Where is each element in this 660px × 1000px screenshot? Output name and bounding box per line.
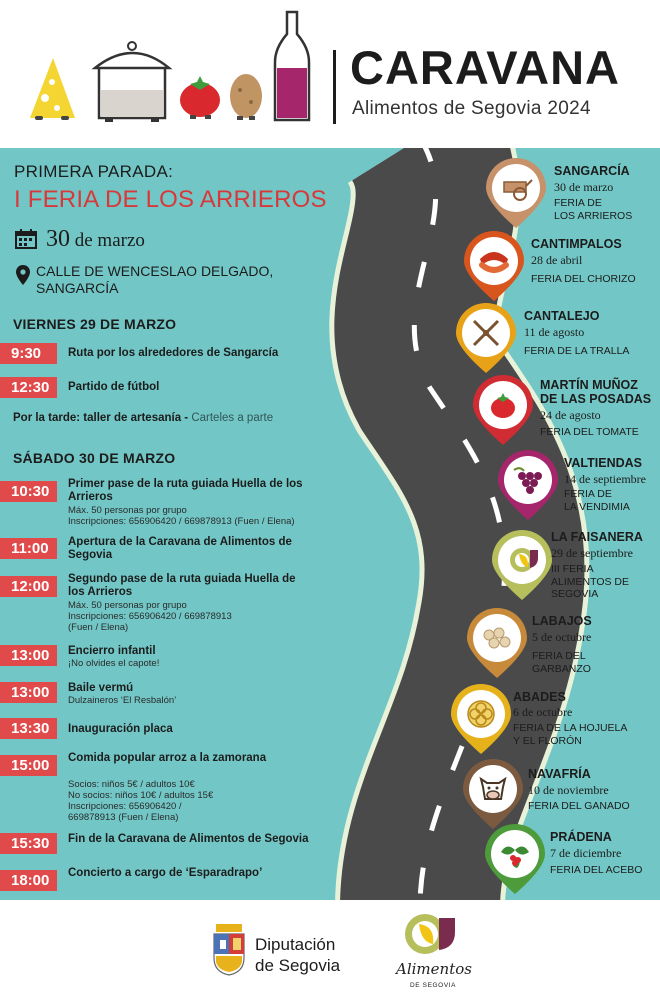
event-note: Dulzaineros ‘El Resbalón’ xyxy=(68,695,177,706)
stop-fair: FERIA DEL GANADO xyxy=(528,800,630,812)
tomato-icon xyxy=(180,76,220,119)
stop-pin xyxy=(465,606,529,680)
event-note: Máx. 50 personas por grupo Inscripciones: 656906420 / 669878913 (Fuen / Elena) xyxy=(68,600,232,633)
event-address: CALLE DE WENCESLAO DELGADO, SANGARCÍA xyxy=(36,263,274,296)
afternoon-note xyxy=(13,412,273,424)
wine-bottle-icon xyxy=(275,12,309,120)
cheese-icon xyxy=(30,58,75,120)
time-badge: 15:00 xyxy=(0,755,57,776)
stop-pin xyxy=(461,757,525,831)
header-food-illustrations xyxy=(25,10,325,130)
footer xyxy=(0,900,660,1000)
event-date-month: de marzo xyxy=(74,230,145,251)
time-badge: 13:00 xyxy=(0,682,57,703)
time-badge: 13:00 xyxy=(0,645,57,666)
event-title: Segundo pase de la ruta guiada Huella de los Arrieros xyxy=(68,573,296,598)
stop-pin xyxy=(454,301,518,375)
stop-name: PRÁDENA xyxy=(550,830,612,844)
stop-fair: FERIA DE LA VENDIMIA xyxy=(564,488,630,513)
stop-name: CANTALEJO xyxy=(524,309,600,323)
fair-title: I FERIA DE LOS ARRIEROS xyxy=(14,186,327,213)
header-divider xyxy=(333,50,336,124)
stop-date: 10 de noviembre xyxy=(528,783,609,797)
stop-pin xyxy=(462,229,526,303)
afternoon-note-light: Carteles a parte xyxy=(191,412,274,424)
time-badge: 18:00 xyxy=(0,870,57,891)
diputacion-line2: de Segovia xyxy=(255,956,341,975)
stop-name: LABAJOS xyxy=(532,614,592,628)
event-title: Apertura de la Caravana de Alimentos de Segovia xyxy=(68,536,292,561)
stop-fair: FERIA DEL CHORIZO xyxy=(531,273,636,285)
calendar-icon xyxy=(15,229,37,249)
stop-pin xyxy=(484,156,548,230)
stop-name: VALTIENDAS xyxy=(564,456,643,470)
potato-icon xyxy=(230,74,262,120)
page-title: CARAVANA xyxy=(350,41,620,94)
stop-fair: FERIA DEL ACEBO xyxy=(550,864,643,876)
event-title: Comida popular arroz a la zamorana xyxy=(68,752,267,764)
diputacion-name xyxy=(255,934,340,976)
stop-name: SANGARCÍA xyxy=(554,164,630,178)
event-title: Concierto a cargo de ‘Esparadrapo’ xyxy=(68,867,263,879)
event-title: Partido de fútbol xyxy=(68,381,160,393)
stop-fair: FERIA DE LOS ARRIEROS xyxy=(554,197,633,222)
stop-date: 29 de septiembre xyxy=(551,546,633,560)
time-badge: 9:30 xyxy=(0,343,57,364)
event-title: Encierro infantil xyxy=(68,645,156,657)
stop-name: ABADES xyxy=(513,690,566,704)
stop-pin xyxy=(496,448,560,522)
time-badge: 12:00 xyxy=(0,576,57,597)
stop-pin xyxy=(449,682,513,756)
page-subtitle: Alimentos de Segovia 2024 xyxy=(352,98,591,119)
stop-date: 28 de abril xyxy=(531,253,583,267)
stop-name: MARTÍN MUÑOZ DE LAS POSADAS xyxy=(540,378,652,406)
location-pin-icon xyxy=(16,265,30,285)
header xyxy=(0,0,660,148)
stop-date: 6 de octubre xyxy=(513,705,573,719)
time-badge: 12:30 xyxy=(0,377,57,398)
diputacion-line1: Diputación xyxy=(255,935,336,954)
event-note: Máx. 50 personas por grupo Inscripciones: 656906420 / 669878913 (Fuen / Elena) xyxy=(68,505,295,527)
stop-fair: III FERIA ALIMENTOS DE SEGOVIA xyxy=(551,563,629,600)
alimentos-wordmark: Alimentos xyxy=(396,960,472,978)
alimentos-subtitle: DE SEGOVIA xyxy=(410,982,457,989)
stop-date: 11 de agosto xyxy=(524,325,585,339)
event-title: Fin de la Caravana de Alimentos de Segovia xyxy=(68,833,309,845)
alimentos-logo-icon xyxy=(395,910,465,962)
stop-date: 14 de septiembre xyxy=(564,472,646,486)
event-note: ¡No olvides el capote! xyxy=(68,658,160,669)
stop-pin xyxy=(471,373,535,447)
floron-icon xyxy=(468,701,494,727)
event-title: Inauguración placa xyxy=(68,723,173,735)
time-badge: 11:00 xyxy=(0,538,57,559)
stop-name: NAVAFRÍA xyxy=(528,767,591,781)
stop-pin xyxy=(483,822,547,896)
main-panel xyxy=(0,148,660,900)
first-stop-label: PRIMERA PARADA: xyxy=(14,162,174,181)
event-date-day: 30 xyxy=(46,226,70,252)
stop-fair: FERIA DE LA HOJUELA Y EL FLORÓN xyxy=(513,722,628,747)
stop-pin xyxy=(490,528,554,602)
event-title: Primer pase de la ruta guiada Huella de los Arrieros xyxy=(68,478,303,503)
event-title: Baile vermú xyxy=(68,682,134,694)
pot-icon xyxy=(95,42,169,122)
event-note: Socios: niños 5€ / adultos 10€ No socios: niños 10€ / adultos 15€ Inscripciones: 656906420 / 669878913 (Fuen / Elena) xyxy=(68,779,214,823)
day-heading-friday: VIERNES 29 DE MARZO xyxy=(13,316,177,332)
stop-fair: FERIA DEL GARBANZO xyxy=(532,650,591,675)
stop-date: 7 de diciembre xyxy=(550,846,622,860)
time-badge: 13:30 xyxy=(0,718,57,739)
time-badge: 15:30 xyxy=(0,833,57,854)
day-heading-saturday: SÁBADO 30 DE MARZO xyxy=(13,450,176,466)
stop-name: LA FAISANERA xyxy=(551,530,643,544)
stop-date: 5 de octubre xyxy=(532,630,592,644)
stop-date: 30 de marzo xyxy=(554,180,614,194)
stop-fair: FERIA DEL TOMATE xyxy=(540,426,639,438)
time-badge: 10:30 xyxy=(0,481,57,502)
event-title: Ruta por los alrededores de Sangarcía xyxy=(68,347,279,359)
stop-name: CANTIMPALOS xyxy=(531,237,622,251)
cow-icon xyxy=(481,779,505,799)
afternoon-note-bold: Por la tarde: taller de artesanía - xyxy=(13,412,189,424)
stop-date: 24 de agosto xyxy=(540,408,601,422)
coat-of-arms-icon xyxy=(210,922,248,976)
stop-fair: FERIA DE LA TRALLA xyxy=(524,345,630,357)
event-date xyxy=(46,226,145,253)
